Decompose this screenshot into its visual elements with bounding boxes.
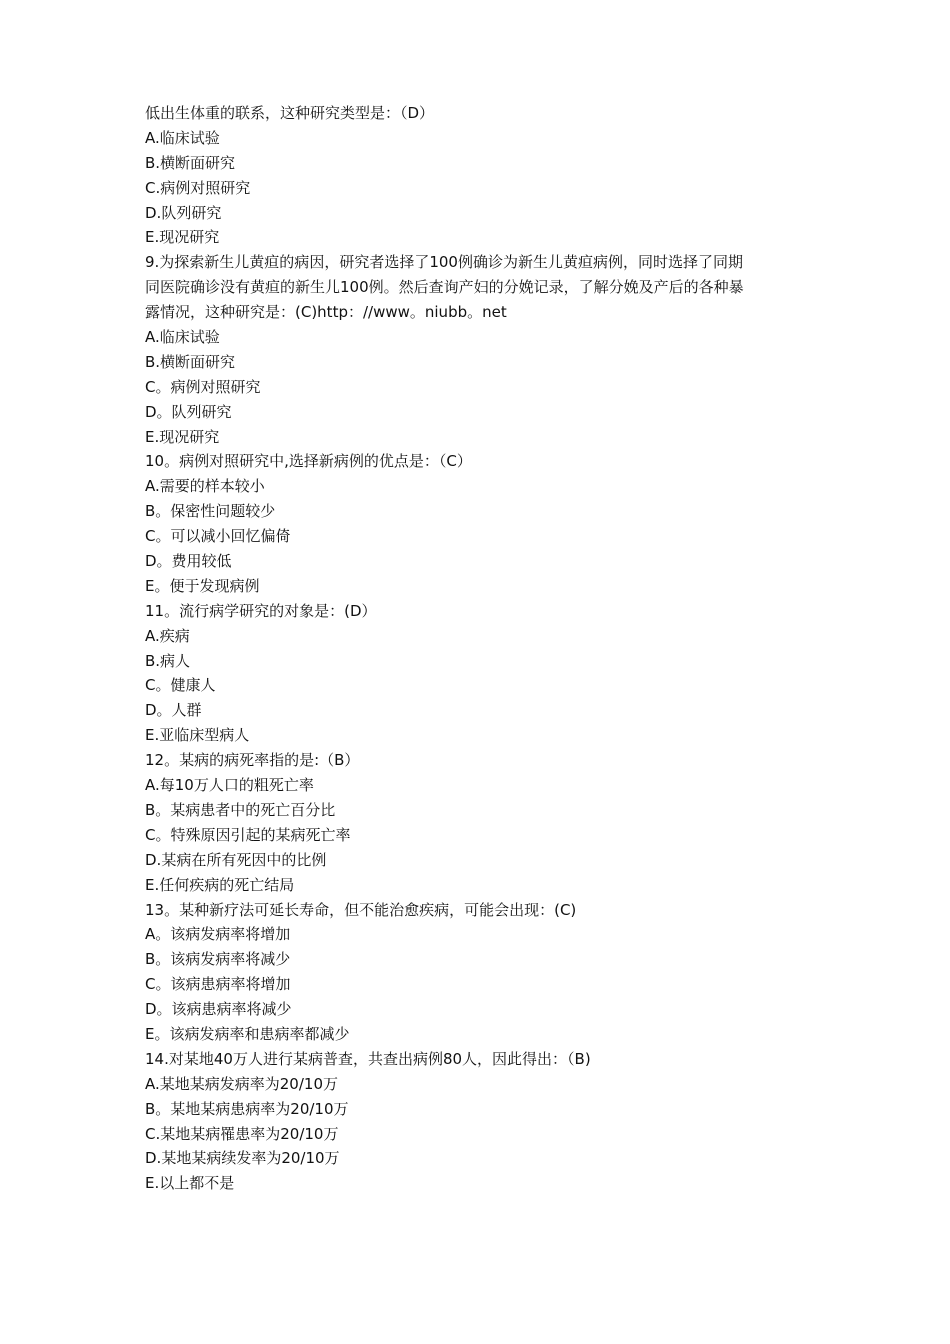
option-line: A.临床试验 <box>145 128 220 147</box>
question-line: 10。病例对照研究中,选择新病例的优点是：（C） <box>145 452 472 471</box>
option-line: C。可以减小回忆偏倚 <box>145 527 291 546</box>
text-line: 低出生体重的联系，这种研究类型是：（D） <box>145 104 435 122</box>
option-line: B.横断面研究 <box>145 352 236 371</box>
document-body <box>145 101 815 1196</box>
option-line: B。保密性问题较少 <box>145 502 276 521</box>
option-line: A.疾病 <box>145 626 190 645</box>
option-line: E.任何疾病的死亡结局 <box>145 875 295 894</box>
option-line: D.队列研究 <box>145 203 222 222</box>
option-line: A。该病发病率将增加 <box>145 925 291 944</box>
option-line: D。该病患病率将减少 <box>145 1000 292 1019</box>
option-line: B。某地某病患病率为20/10万 <box>145 1099 349 1118</box>
option-line: A.需要的样本较小 <box>145 477 265 496</box>
question-line: 12。某病的病死率指的是:（B） <box>145 751 360 770</box>
option-line: E.现况研究 <box>145 228 220 247</box>
option-line: E.现况研究 <box>145 427 220 446</box>
question-line: 14.对某地40万人进行某病普查，共查出病例80人，因此得出：（B) <box>145 1049 591 1068</box>
question-line: 露情况，这种研究是：(C)http：//www。niubb。net <box>145 303 507 322</box>
option-line: E。该病发病率和患病率都减少 <box>145 1024 350 1043</box>
option-line: C。特殊原因引起的某病死亡率 <box>145 825 351 844</box>
option-line: B。该病发病率将减少 <box>145 950 291 969</box>
option-line: A.每10万人口的粗死亡率 <box>145 776 314 795</box>
option-line: D。队列研究 <box>145 402 232 421</box>
question-line: 9.为探索新生儿黄疸的病因，研究者选择了100例确诊为新生儿黄疸病例，同时选择了同期 <box>145 253 743 272</box>
option-line: C.病例对照研究 <box>145 178 251 197</box>
option-line: C。健康人 <box>145 676 216 695</box>
question-line: 11。流行病学研究的对象是：(D） <box>145 601 377 620</box>
option-line: E.以上都不是 <box>145 1174 235 1193</box>
option-line: B.病人 <box>145 651 191 670</box>
option-line: E。便于发现病例 <box>145 576 260 595</box>
option-line: C。该病患病率将增加 <box>145 975 291 994</box>
option-line: C。病例对照研究 <box>145 377 261 396</box>
option-line: A.临床试验 <box>145 328 220 347</box>
option-line: A.某地某病发病率为20/10万 <box>145 1074 338 1093</box>
option-line: D.某病在所有死因中的比例 <box>145 850 327 869</box>
option-line: B。某病患者中的死亡百分比 <box>145 800 336 819</box>
option-line: E.亚临床型病人 <box>145 726 250 745</box>
option-line: D。费用较低 <box>145 552 232 571</box>
question-line: 13。某种新疗法可延长寿命，但不能治愈疾病，可能会出现：(C) <box>145 900 577 919</box>
question-line: 同医院确诊没有黄疸的新生儿100例。然后查询产妇的分娩记录，了解分娩及产后的各种暴 <box>145 278 744 297</box>
option-line: C.某地某病罹患率为20/10万 <box>145 1124 339 1143</box>
option-line: D。人群 <box>145 701 202 720</box>
option-line: D.某地某病续发率为20/10万 <box>145 1149 340 1168</box>
option-line: B.横断面研究 <box>145 153 236 172</box>
